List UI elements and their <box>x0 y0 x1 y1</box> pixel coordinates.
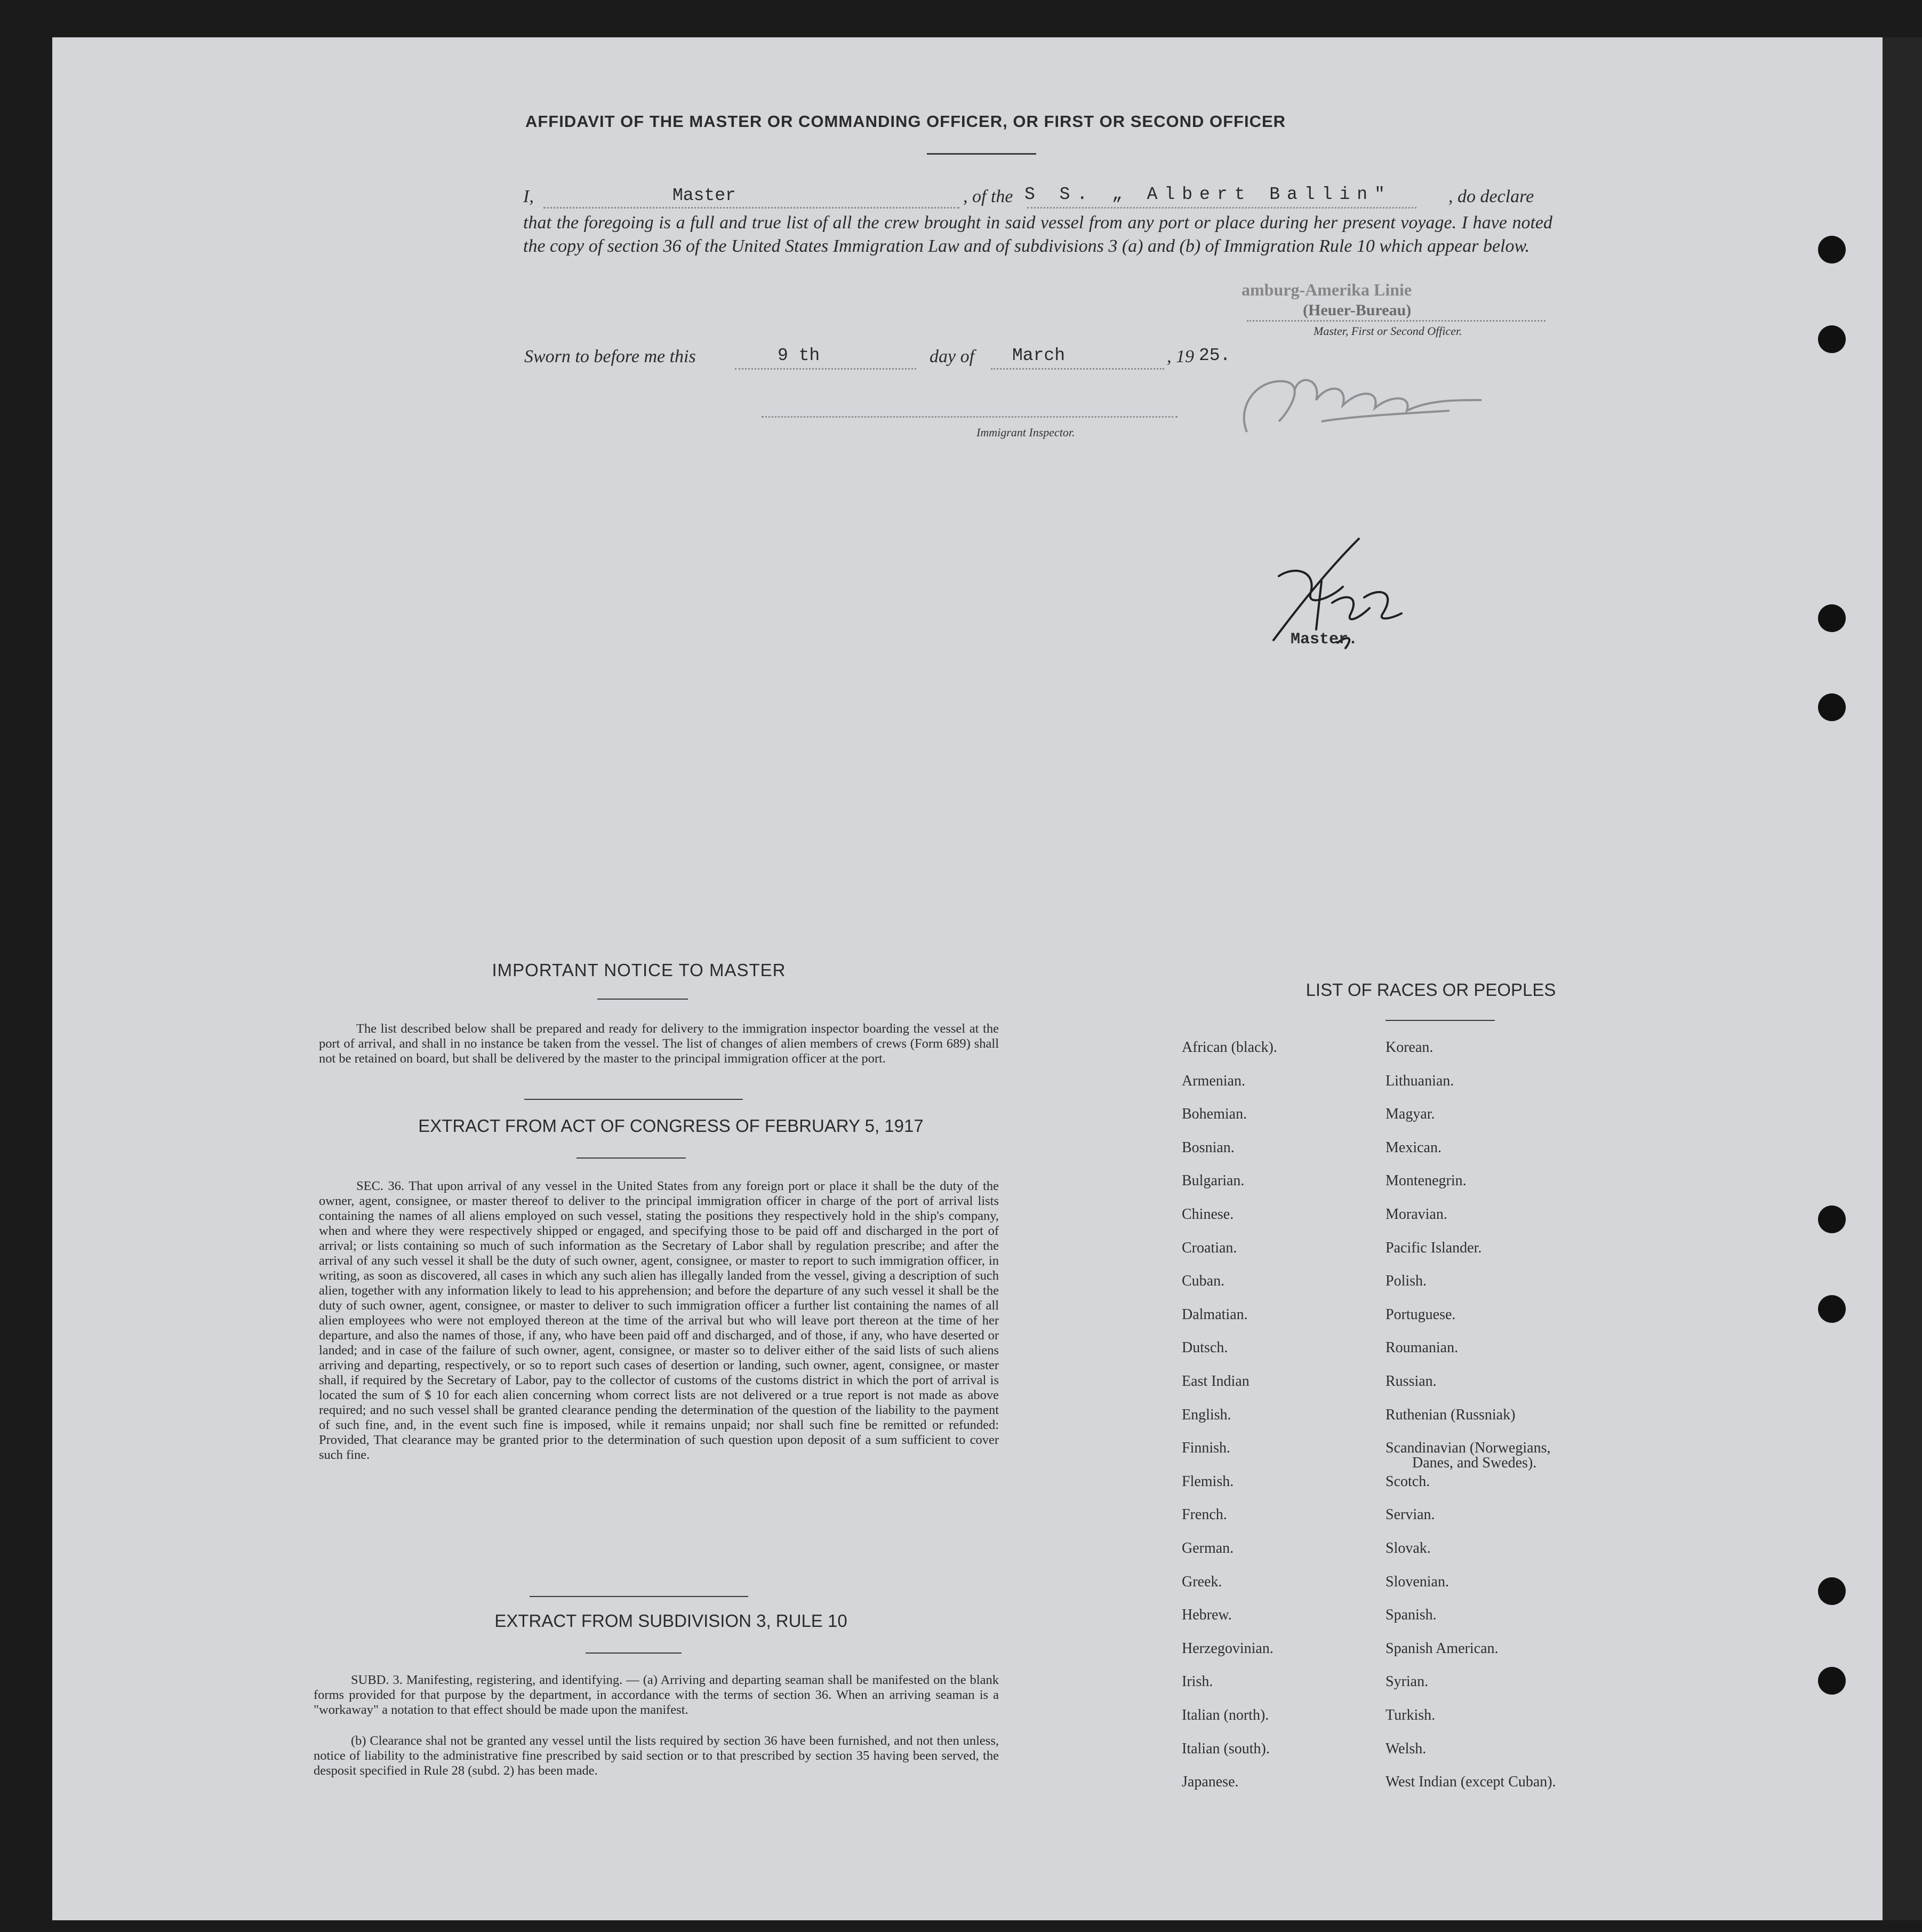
rule-text-b: (b) Clearance shal not be granted any vessel until the lists required by section 36 have been furnished, and not then unless, notice of liability to the administrative fine prescribed by said section or to that prescribed by section 35 having been served, the desposit specified in Rule 28 (subd. 2) has been made. <box>314 1734 999 1778</box>
binder-strip <box>1883 37 1922 1920</box>
race-item: Welsh. <box>1386 1740 1427 1757</box>
document-page <box>52 37 1883 1920</box>
rule-top-divider <box>530 1596 748 1597</box>
declaration-text: that the foregoing is a full and true list of all the crew brought in said vessel from any port or place during her present voyage. I have noted the copy of section 36 of the United States Immigration Law and of subdivisions 3 (a) and (b) of Immigration Rule 10 which appear below. <box>523 213 1552 256</box>
race-item: Slovenian. <box>1386 1573 1449 1590</box>
i-label: I, <box>523 187 534 206</box>
race-item: Hebrew. <box>1182 1607 1232 1624</box>
notice-heading: IMPORTANT NOTICE TO MASTER <box>492 960 786 980</box>
race-item: Scotch. <box>1386 1473 1430 1490</box>
punch-hole <box>1818 236 1846 264</box>
act-text: SEC. 36. That upon arrival of any vessel in the United States from any foreign port or place it shall be the duty of the owner, agent, consignee, or master thereof to deliver to the principal immigration officer in charge of the port of arrival lists containing the names of all aliens employed on such vessel, stating the positions they respectively hold in the ship's company, when and where they were respectively shipped or engaged, and specifying those to be paid off and discharged in the port of arrival; or lists containing so much of such information as the Secretary of Labor shall by regulation prescribe; and after the arrival of any such vessel it shall be the duty of such owner, agent, consignee, or master to report to such immigration officer, in writing, as soon as discovered, all cases in which any such alien has illegally landed from the vessel, giving a description of such alien, together with any information likely to lead to his apprehension; and before the departure of any such vessel it shall be the duty of such owner, agent, consignee, or master to deliver to such immigration officer a further list containing the names of all alien employees who were not employed thereon at the time of the arrival but who will leave port thereon at the time of her departure, and also the names of those, if any, who have been paid off and discharged, and of those, if any, who have deserted or landed; and in case of the failure of such owner, agent, consignee, or master so to deliver either of the said lists of such aliens arriving and departing, respectively, or so to report such cases of desertion or landing, such owner, agent, consignee, or master shall, if required by the Secretary of Labor, pay to the collector of customs of the customs district in which the port of arrival is located the sum of $ 10 for each alien concerning whom correct lists are not delivered or a true report is not made as above required; and no such vessel shall be granted clearance pending the determination of the question of the liability to the payment of such fine, and, in the event such fine is imposed, while it remains unpaid; nor shall such fine be remitted or refunded: Provided, That clearance may be granted prior to the determination of such question upon deposit of a sum sufficient to cover such fine. <box>319 1179 999 1462</box>
race-item: African (black). <box>1182 1039 1277 1056</box>
race-item: Finnish. <box>1182 1440 1231 1457</box>
punch-hole <box>1818 1295 1846 1323</box>
officer-signature <box>1215 320 1492 448</box>
day-of-label: day of <box>930 347 975 366</box>
races-heading: LIST OF RACES OR PEOPLES <box>1306 980 1556 1000</box>
race-item: English. <box>1182 1406 1231 1423</box>
of-the-label: , of the <box>963 187 1013 206</box>
race-item: Portuguese. <box>1386 1306 1456 1323</box>
vessel-value: S S. „ Albert Ballin" <box>1024 185 1392 204</box>
year-value: 25. <box>1199 346 1231 365</box>
master-caption: Master. <box>1291 630 1358 649</box>
race-item: Pacific Islander. <box>1386 1239 1482 1256</box>
race-item: Polish. <box>1386 1273 1427 1290</box>
race-item: Chinese. <box>1182 1206 1234 1223</box>
race-item: Italian (north). <box>1182 1707 1269 1723</box>
race-item: Danes, and Swedes). <box>1412 1455 1537 1472</box>
rule-bottom-divider <box>586 1652 682 1654</box>
month-value: March <box>1012 346 1066 365</box>
race-item: Spanish. <box>1386 1607 1437 1624</box>
act-bottom-divider <box>576 1157 686 1159</box>
title-divider <box>927 153 1036 155</box>
race-item: Dutsch. <box>1182 1339 1228 1356</box>
declaration-first-line <box>523 187 1552 211</box>
inspector-signature-line <box>762 416 1178 418</box>
race-item: Montenegrin. <box>1386 1172 1467 1189</box>
inspector-caption: Immigrant Inspector. <box>976 426 1075 439</box>
do-declare-label: , do declare <box>1448 187 1534 206</box>
race-item: Slovak. <box>1386 1540 1431 1556</box>
race-item: Scandinavian (Norwegians, <box>1386 1440 1551 1457</box>
affidavit-title: AFFIDAVIT OF THE MASTER OR COMMANDING OFFICER, OR FIRST OR SECOND OFFICER <box>525 112 1286 131</box>
race-item: Greek. <box>1182 1573 1222 1590</box>
sworn-label: Sworn to before me this <box>524 347 696 366</box>
race-item: Magyar. <box>1386 1106 1435 1123</box>
race-item: Lithuanian. <box>1386 1072 1454 1089</box>
race-item: Herzegovinian. <box>1182 1640 1274 1657</box>
stamp-line-1: amburg-Amerika Linie <box>1242 280 1412 299</box>
race-item: Armenian. <box>1182 1072 1245 1089</box>
day-value: 9 th <box>778 346 820 365</box>
race-item: West Indian (except Cuban). <box>1386 1774 1556 1791</box>
act-top-divider <box>524 1099 743 1100</box>
rule-text-a: SUBD. 3. Manifesting, registering, and identifying. — (a) Arriving and departing seaman shall be manifested on the blank forms provided for that purpose by the department, in accordance with the terms of section 36. When an arriving seaman is a "workaway" a notation to that effect should be made upon the manifest. <box>314 1673 999 1717</box>
races-divider <box>1386 1020 1495 1021</box>
stamp-line-2: (Heuer-Bureau) <box>1303 301 1412 319</box>
race-item: Spanish American. <box>1386 1640 1499 1657</box>
officer-caption: Master, First or Second Officer. <box>1314 324 1462 338</box>
notice-divider <box>597 999 688 1000</box>
punch-hole <box>1818 1205 1846 1233</box>
race-item: Servian. <box>1386 1506 1435 1523</box>
race-item: Irish. <box>1182 1673 1213 1690</box>
punch-hole <box>1818 1667 1846 1695</box>
race-item: Flemish. <box>1182 1473 1234 1490</box>
act-heading: EXTRACT FROM ACT OF CONGRESS OF FEBRUARY 5, 1917 <box>418 1116 924 1136</box>
punch-hole <box>1818 693 1846 721</box>
race-item: Ruthenian (Russniak) <box>1386 1406 1516 1423</box>
sworn-line <box>524 347 1298 373</box>
punch-hole <box>1818 604 1846 632</box>
race-item: Croatian. <box>1182 1239 1237 1256</box>
race-item: Russian. <box>1386 1373 1437 1390</box>
race-item: Dalmatian. <box>1182 1306 1248 1323</box>
race-item: Syrian. <box>1386 1673 1429 1690</box>
race-item: Cuban. <box>1182 1273 1225 1290</box>
day-field-line <box>735 368 916 370</box>
punch-hole <box>1818 325 1846 353</box>
race-item: Bosnian. <box>1182 1139 1235 1156</box>
officer-field-line <box>543 207 959 209</box>
notice-text: The list described below shall be prepared and ready for delivery to the immigration inspector boarding the vessel at the port of arrival, and shall in no instance be taken from the vessel. The list of changes of alien members of crews (Form 689) shall not be retained on board, but shall be delivered by the master to the principal immigration officer at the port. <box>319 1021 999 1066</box>
month-field-line <box>991 368 1164 370</box>
vessel-field-line <box>1027 207 1416 209</box>
race-item: Turkish. <box>1386 1707 1436 1723</box>
race-item: Roumanian. <box>1386 1339 1459 1356</box>
year-label: , 19 <box>1167 347 1194 366</box>
race-item: Moravian. <box>1386 1206 1447 1223</box>
race-item: Mexican. <box>1386 1139 1442 1156</box>
race-item: Bohemian. <box>1182 1106 1247 1123</box>
race-item: East Indian <box>1182 1373 1250 1390</box>
race-item: French. <box>1182 1506 1227 1523</box>
race-item: Italian (south). <box>1182 1740 1270 1757</box>
race-item: Bulgarian. <box>1182 1172 1245 1189</box>
race-item: Korean. <box>1386 1039 1434 1056</box>
punch-hole <box>1818 1577 1846 1605</box>
rule-heading: EXTRACT FROM SUBDIVISION 3, RULE 10 <box>494 1611 847 1631</box>
officer-value: Master <box>672 186 736 205</box>
race-item: German. <box>1182 1540 1234 1556</box>
race-item: Japanese. <box>1182 1774 1239 1791</box>
